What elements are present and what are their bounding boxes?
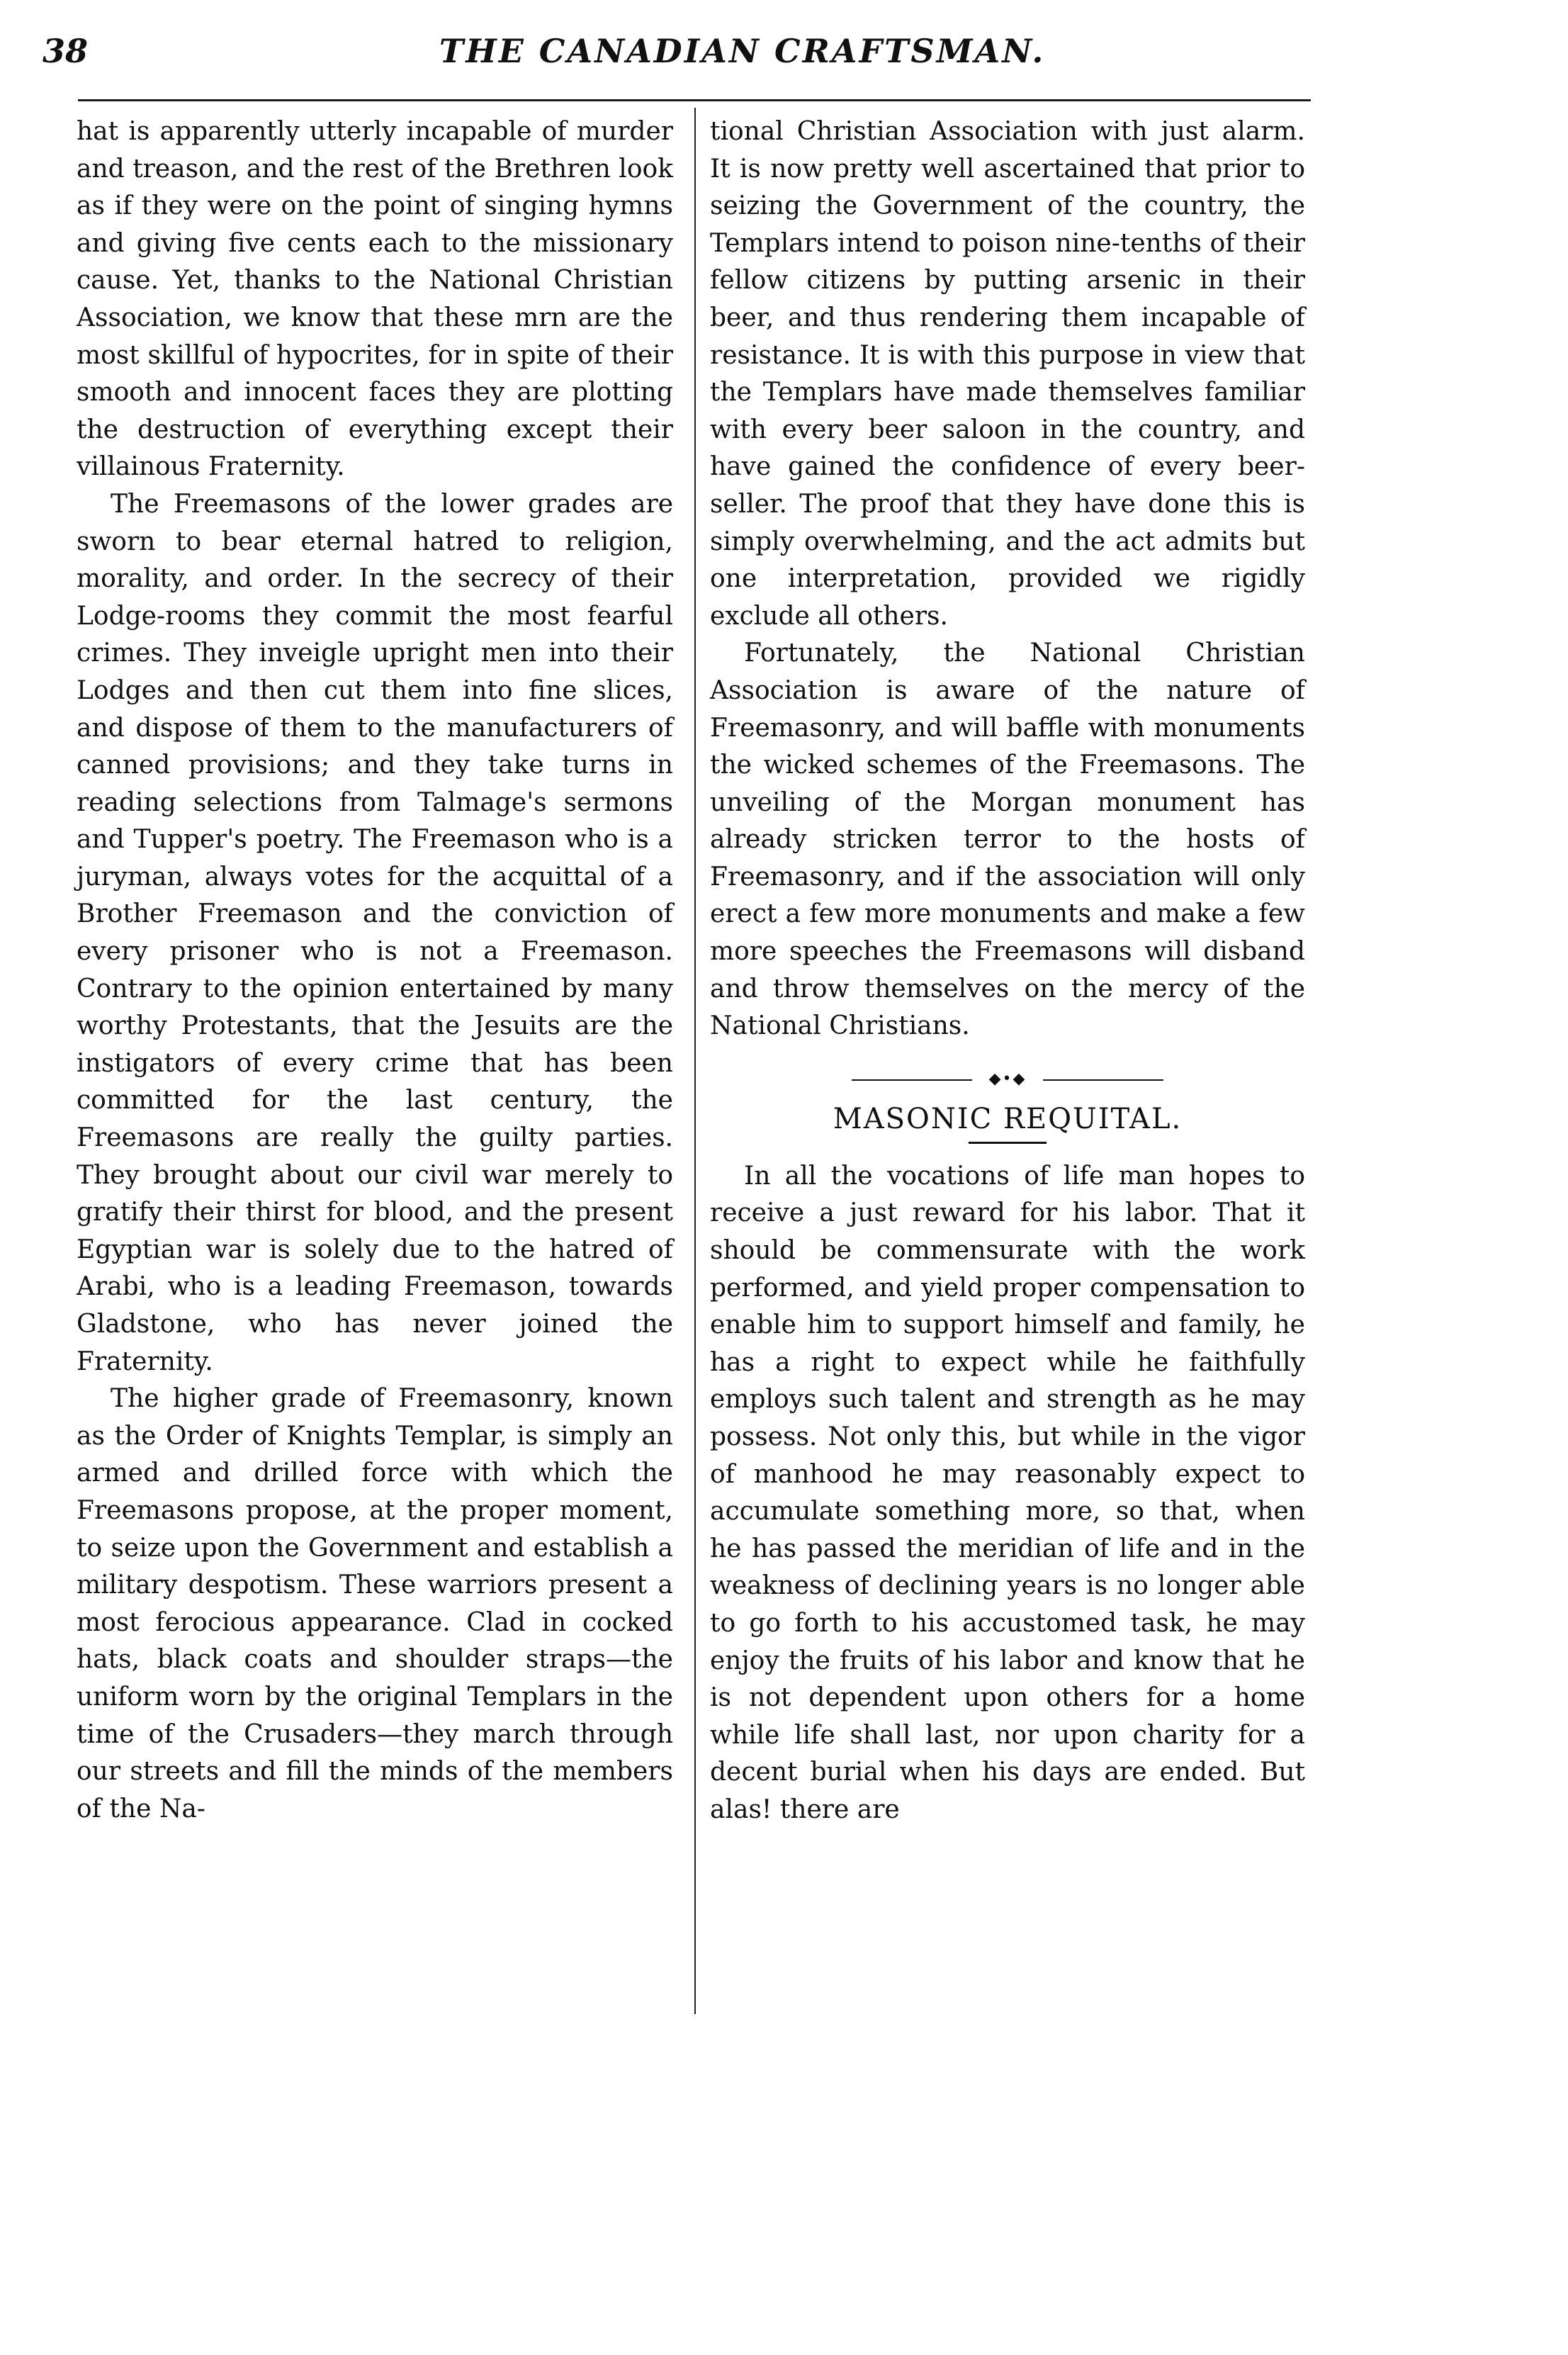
column-divider <box>694 108 696 2014</box>
title-underline <box>969 1142 1047 1144</box>
running-title: THE CANADIAN CRAFTSMAN. <box>439 32 1046 70</box>
section-title: MASONIC REQUITAL. <box>833 1102 1183 1135</box>
page-header <box>43 23 1318 79</box>
right-column <box>710 113 1305 1829</box>
paragraph: In all the vocations of life man hopes to receive a just reward for his labor. That it should be commensurate with the work performed, and yield proper compensation to enable him to support himself and family, he has a right to expect while he faithfully employs such talent and strength as he may possess. Not only this, but while in the vigor of manhood he may reasonably expect to accumulate something more, so that, when he has passed the meridian of life and in the weakness of declining years is no longer able to go forth to his accustomed task, he may enjoy the fruits of his labor and know that he is not dependent upon others for a home while life shall last, nor upon charity for a decent burial when his days are ended. But alas! there are <box>710 1161 1305 1824</box>
section-divider <box>710 1067 1305 1095</box>
paragraph: hat is apparently utterly incapable of murder and treason, and the rest of the Brethren look as if they were on the point of singing hymns and giving five cents each to the missionary cause. Yet, thanks to the National Christian Association, we know that these mrn are the most skillful of hypocrites, for in spite of their smooth and innocent faces they are plotting the destruction of everything except their villainous Fraternity. <box>77 117 673 482</box>
paragraph: Fortunately, the National Christian Association is aware of the nature of Freemasonry, and will baffle with monuments the wicked schemes of the Freemasons. The unveiling of the Morgan monument has already stricken terror to the hosts of Freemasonry, and if the association will only erect a few more monuments and make a few more speeches the Freemasons will disband and throw themselves on the mercy of the National Christians. <box>710 639 1305 1041</box>
left-column <box>77 113 673 1828</box>
paragraph: The higher grade of Freemasonry, known as the Order of Knights Templar, is simply an armed and drilled force with which the Freemasons propose, at the proper moment, to seize upon the Government and establish a military despotism. These warriors present a most ferocious appearance. Clad in cocked hats, black coats and shoulder straps—the uniform worn by the original Templars in the time of the Crusaders—they march through our streets and fill the minds of the members of the Na- <box>77 1384 673 1823</box>
paragraph: tional Christian Association with just alarm. It is now pretty well ascertained that prior to seizing the Government of the country, the Templars intend to poison nine-tenths of their fellow citizens by putting arsenic in their beer, and thus rendering them incapable of resistance. It is with this purpose in view that the Templars have made themselves familiar with every beer saloon in the country, and have gained the confidence of every beer-seller. The proof that they have done this is simply overwhelming, and the act admits but one interpretation, provided we rigidly exclude all others. <box>710 117 1305 631</box>
diamond-ornament-icon: ◆•◆ <box>972 1067 1043 1092</box>
page-number: 38 <box>43 32 89 70</box>
header-rule <box>78 99 1311 101</box>
paragraph: The Freemasons of the lower grades are sworn to bear eternal hatred to religion, morality, and order. In the secrecy of their Lodge-rooms they commit the most fearful crimes. They inveigle upright men into their Lodges and then cut them into fine slices, and dispose of them to the manufacturers of canned provisions; and they take turns in reading selections from Talmage's sermons and Tupper's poetry. The Freemason who is a juryman, always votes for the acquittal of a Brother Freemason and the conviction of every prisoner who is not a Freemason. Contrary to the opinion entertained by many worthy Protestants, that the Jesuits are the instigators of every crime that has been committed for the last century, the Freemasons are really the guilty parties. They brought about our civil war merely to gratify their thirst for blood, and the present Egyptian war is solely due to the hatred of Arabi, who is a leading Freemason, towards Gladstone, who has never joined the Fraternity. <box>77 489 673 1376</box>
